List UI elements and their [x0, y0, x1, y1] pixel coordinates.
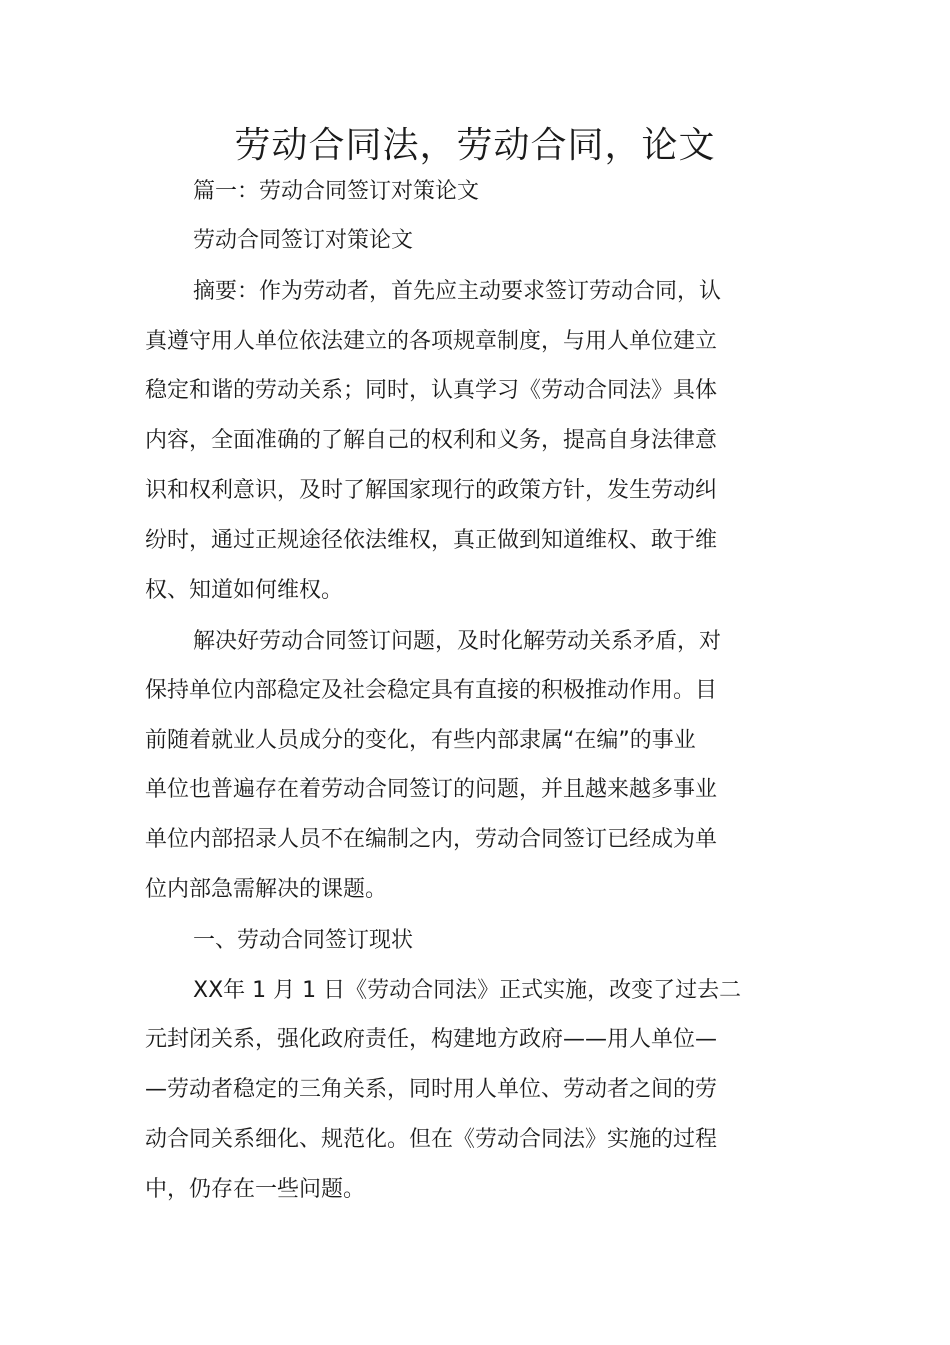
paragraph-line: 位内部急需解决的课题。 — [145, 877, 388, 902]
abstract-line: 稳定和谐的劳动关系；同时，认真学习《劳动合同法》具体 — [145, 378, 718, 403]
paragraph-line: —劳动者稳定的三角关系，同时用人单位、劳动者之间的劳 — [145, 1077, 718, 1102]
section-heading: 篇一：劳动合同签订对策论文 — [193, 179, 480, 204]
paragraph-line: 元封闭关系，强化政府责任，构建地方政府——用人单位— — [145, 1027, 718, 1052]
paragraph-line: 中，仍存在一些问题。 — [145, 1177, 366, 1202]
paragraph-line: 保持单位内部稳定及社会稳定具有直接的积极推动作用。目 — [145, 678, 718, 703]
paper-title: 劳动合同签订对策论文 — [193, 228, 414, 253]
paragraph-line: XX年 1 月 1 日《劳动合同法》正式实施，改变了过去二 — [193, 978, 742, 1003]
paragraph-line: 前随着就业人员成分的变化，有些内部隶属“在编”的事业 — [145, 728, 696, 753]
paragraph-line: 解决好劳动合同签订问题，及时化解劳动关系矛盾，对 — [193, 629, 722, 654]
abstract-line: 权、知道如何维权。 — [145, 578, 344, 603]
abstract-line: 识和权利意识，及时了解国家现行的政策方针，发生劳动纠 — [145, 478, 718, 503]
document-title: 劳动合同法，劳动合同，论文 — [234, 125, 716, 166]
abstract-line: 纷时，通过正规途径依法维权，真正做到知道维权、敢于维 — [145, 528, 718, 553]
abstract-line: 摘要：作为劳动者，首先应主动要求签订劳动合同，认 — [193, 279, 722, 304]
paragraph-line: 单位内部招录人员不在编制之内，劳动合同签订已经成为单 — [145, 827, 718, 852]
subsection-heading: 一、劳动合同签订现状 — [193, 928, 414, 953]
abstract-line: 内容，全面准确的了解自己的权利和义务，提高自身法律意 — [145, 428, 718, 453]
paragraph-line: 单位也普遍存在着劳动合同签订的问题，并且越来越多事业 — [145, 777, 718, 802]
paragraph-line: 动合同关系细化、规范化。但在《劳动合同法》实施的过程 — [145, 1127, 718, 1152]
abstract-line: 真遵守用人单位依法建立的各项规章制度，与用人单位建立 — [145, 329, 718, 354]
